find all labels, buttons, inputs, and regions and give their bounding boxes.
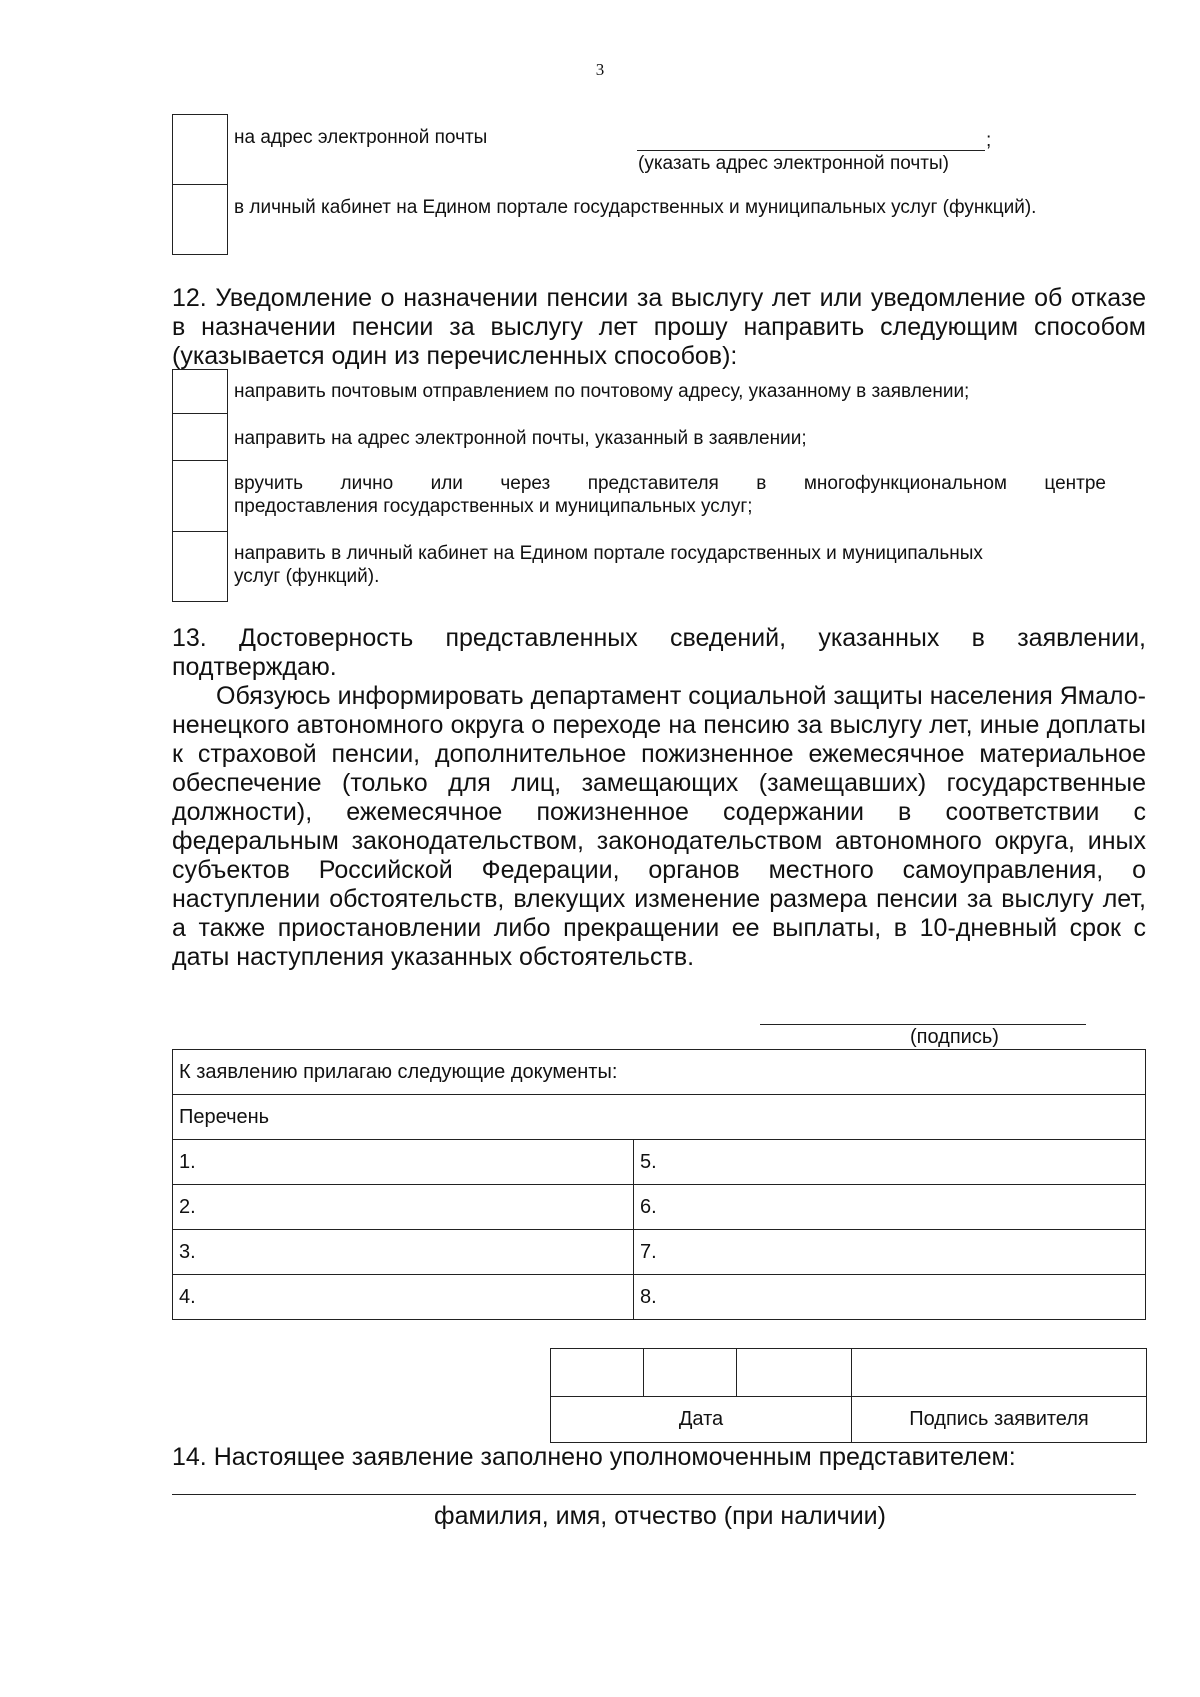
date-signature-table [550, 1348, 1147, 1443]
option-email-label: на адрес электронной почты [234, 127, 488, 148]
section-12-text [172, 284, 1146, 371]
page-number: 3 [595, 60, 605, 79]
section-13-line2: подтверждаю. [172, 653, 337, 681]
section-13-line1: 13. Достоверность представленных сведений, указанных в заявлении, [172, 624, 1146, 652]
representative-name-line[interactable] [172, 1494, 1136, 1495]
documents-header: К заявлению прилагаю следующие документы: [173, 1050, 1146, 1095]
email-caption: (указать адрес электронной почты) [638, 153, 949, 174]
applicant-signature-cell[interactable] [852, 1349, 1147, 1397]
document-cell[interactable]: 4. [173, 1275, 634, 1320]
notify-option-cabinet-line2: услуг (функций). [234, 566, 380, 587]
checkbox-cabinet-notify[interactable] [173, 533, 227, 601]
notify-divider-2 [172, 460, 228, 461]
notify-option-cabinet-line1: направить в личный кабинет на Едином портале государственных и муниципальных [234, 543, 983, 564]
document-cell[interactable]: 1. [173, 1140, 634, 1185]
notify-divider-3 [172, 531, 228, 532]
representative-name-caption: фамилия, имя, отчество (при наличии) [434, 1502, 886, 1530]
notify-divider-1 [172, 413, 228, 414]
notify-option-postal: направить почтовым отправлением по почтовому адресу, указанному в заявлении; [234, 381, 970, 402]
email-checkbox-divider [172, 184, 228, 185]
signature-line[interactable] [760, 1024, 1086, 1025]
checkbox-email-notify[interactable] [173, 415, 227, 460]
document-cell[interactable]: 2. [173, 1185, 634, 1230]
section-14-text: 14. Настоящее заявление заполнено уполномоченным представителем: [172, 1443, 1016, 1471]
notify-option-in-person-line1: вручить лично или через представителя в многофункциональном центре [234, 473, 1106, 494]
notify-option-in-person-line2: предоставления государственных и муниципальных услуг; [234, 496, 753, 517]
date-month-cell[interactable] [644, 1349, 737, 1397]
signature-caption: (подпись) [910, 1026, 999, 1048]
documents-subheader: Перечень [173, 1095, 1146, 1140]
email-address-blank[interactable] [637, 150, 985, 151]
section-13-paragraph: Обязуюсь информировать департамент социальной защиты населения Ямало-ненецкого автономного округа о переходе на пенсию за выслугу лет, иные доплаты к страховой пенсии, дополнительное пожизненное ежемесячное материальное обеспечение (только для лиц, замещающих (замещавших) государственные должности), ежемесячное пожизненное содержании в соответствии с федеральным законодательством, законодательством автономного округа, иных субъектов Российской Федерации, органов местного самоуправления, о наступлении обстоятельств, влекущих изменение размера пенсии за выслугу лет, а также приостановлении либо прекращении ее выплаты, в 10-дневный срок с даты наступления указанных обстоятельств. [172, 682, 1146, 971]
documents-table [172, 1049, 1146, 1320]
document-cell[interactable]: 7. [634, 1230, 1146, 1275]
checkbox-email[interactable] [173, 115, 227, 184]
section-12-body: 12. Уведомление о назначении пенсии за выслугу лет или уведомление об отказе в назначении пенсии за выслугу лет прошу направить следующим способом (указывается один из перечисленных способов): [172, 284, 1146, 370]
checkbox-in-person[interactable] [173, 462, 227, 531]
document-cell[interactable]: 5. [634, 1140, 1146, 1185]
applicant-signature-label: Подпись заявителя [852, 1397, 1147, 1443]
date-year-cell[interactable] [737, 1349, 852, 1397]
document-cell[interactable]: 6. [634, 1185, 1146, 1230]
email-blank-semicolon: ; [986, 130, 992, 151]
notify-option-email: направить на адрес электронной почты, указанный в заявлении; [234, 428, 807, 449]
date-label: Дата [551, 1397, 852, 1443]
document-cell[interactable]: 8. [634, 1275, 1146, 1320]
option-personal-cabinet-label: в личный кабинет на Едином портале государственных и муниципальных услуг (функций). [234, 197, 1037, 218]
date-day-cell[interactable] [551, 1349, 644, 1397]
checkbox-postal[interactable] [173, 370, 227, 413]
checkbox-personal-cabinet[interactable] [173, 186, 227, 254]
document-cell[interactable]: 3. [173, 1230, 634, 1275]
